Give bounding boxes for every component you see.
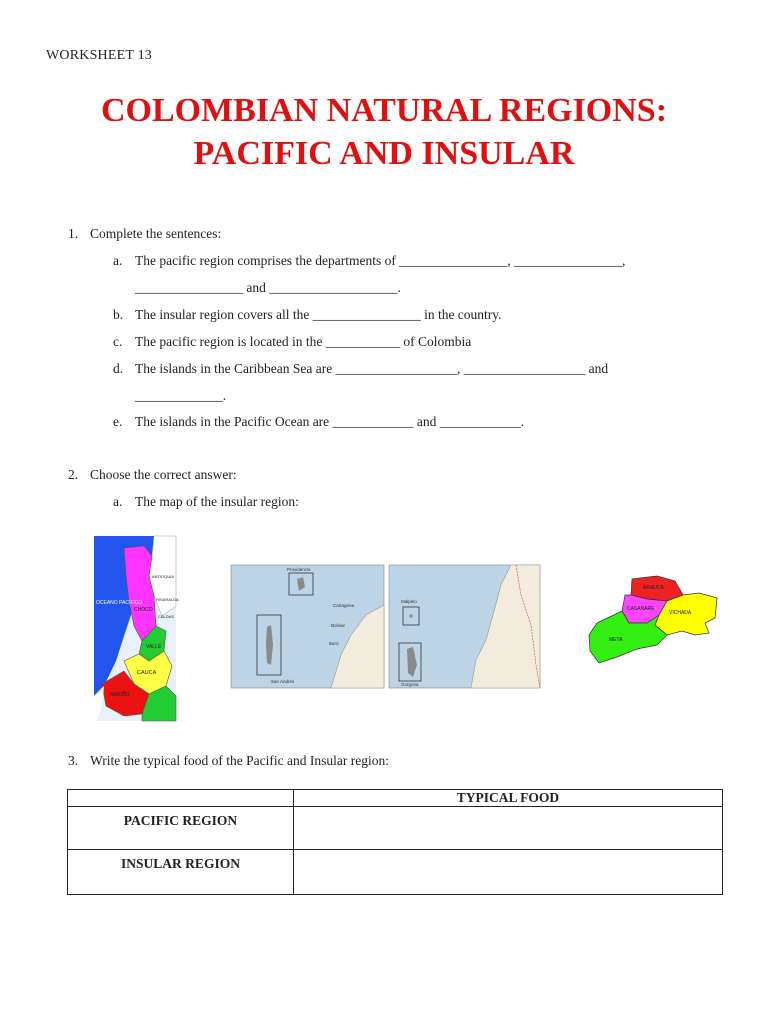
q1-item-c [113, 334, 471, 350]
table-header-blank [68, 790, 294, 807]
table-header-row [68, 790, 723, 807]
answer-cell-pacific[interactable] [294, 807, 723, 850]
q2-item-a-text: The map of the insular region: [135, 494, 299, 509]
question-3 [68, 753, 389, 769]
q1-item-c-letter: c. [113, 334, 123, 349]
q1-item-b [113, 307, 502, 323]
map-label-cartagena: Cartagena [333, 603, 355, 608]
orinoquia-region-map[interactable] [587, 573, 720, 665]
row-label-insular: INSULAR REGION [68, 850, 294, 895]
question-2 [68, 467, 237, 483]
q1-item-e-text: The islands in the Pacific Ocean are ____________ and ____________. [135, 414, 525, 429]
map-label-bolivar: Bolívar [331, 623, 346, 628]
map-label-valle: VALLE [146, 644, 162, 650]
row-label-pacific: PACIFIC REGION [68, 807, 294, 850]
map-label-arauca: ARAUCA [643, 585, 664, 591]
pacific-region-map[interactable] [94, 536, 179, 721]
q1-item-c-text: The pacific region is located in the ___________ of Colombia [135, 334, 472, 349]
map-label-ocean: OCEANO PACIFICO [96, 600, 143, 606]
worksheet-number: WORKSHEET 13 [46, 48, 152, 63]
malpelo-island [409, 614, 412, 617]
map-label-caldas: CALDAS [158, 614, 175, 619]
q1-item-b-letter: b. [113, 307, 124, 322]
map-label-meta: META [609, 637, 623, 643]
table-header-typical-food: TYPICAL FOOD [294, 790, 723, 807]
q1-item-d-letter: d. [113, 361, 124, 376]
table-row [68, 807, 723, 850]
q1-item-e-letter: e. [113, 414, 123, 429]
map-label-baru: Barú [329, 641, 339, 646]
map-label-providencia: Providencia [287, 567, 311, 572]
q1-item-d-line2: _____________. [135, 388, 227, 403]
question-1-prompt: Complete the sentences: [90, 226, 222, 241]
q1-item-a-letter: a. [113, 253, 123, 268]
table-row [68, 850, 723, 895]
map-label-narino: NARIÑO [110, 692, 130, 698]
q1-item-b-text: The insular region covers all the ________________ in the country. [135, 307, 502, 322]
insular-region-map[interactable] [231, 565, 540, 688]
question-1 [68, 226, 221, 242]
map-label-vichada: VICHADA [669, 610, 692, 616]
question-2-number: 2. [68, 467, 79, 482]
page-title-line-2: PACIFIC AND INSULAR [193, 135, 575, 172]
q1-item-a-text: The pacific region comprises the departments of ________________, ________________, [135, 253, 626, 268]
q1-item-d [113, 361, 608, 377]
map-label-antioquia: ANTIOQUIA [152, 574, 175, 579]
q1-item-a-line2: ________________ and ___________________. [135, 280, 401, 295]
q2-item-a [113, 494, 299, 510]
q1-item-e [113, 414, 524, 430]
map-label-casanare: CASANARE [627, 606, 655, 612]
question-3-prompt: Write the typical food of the Pacific and Insular region: [90, 753, 389, 768]
q2-item-a-letter: a. [113, 494, 123, 509]
map-label-cauca: CAUCA [137, 670, 157, 676]
map-label-malpelo: Malpelo [401, 599, 417, 604]
map-label-choco: CHOCO [134, 607, 153, 613]
q1-item-a [113, 253, 625, 269]
answer-cell-insular[interactable] [294, 850, 723, 895]
question-1-number: 1. [68, 226, 79, 241]
map-label-risaralda: RISARALDA [156, 597, 179, 602]
typical-food-table [67, 789, 723, 895]
question-3-number: 3. [68, 753, 79, 768]
map-label-san-andres: San Andrés [271, 679, 295, 684]
q1-item-d-text: The islands in the Caribbean Sea are __________________, __________________ and [135, 361, 609, 376]
map-label-gorgona: Gorgona [401, 682, 419, 687]
question-2-prompt: Choose the correct answer: [90, 467, 237, 482]
page-title-line-1: COLOMBIAN NATURAL REGIONS: [100, 92, 668, 129]
